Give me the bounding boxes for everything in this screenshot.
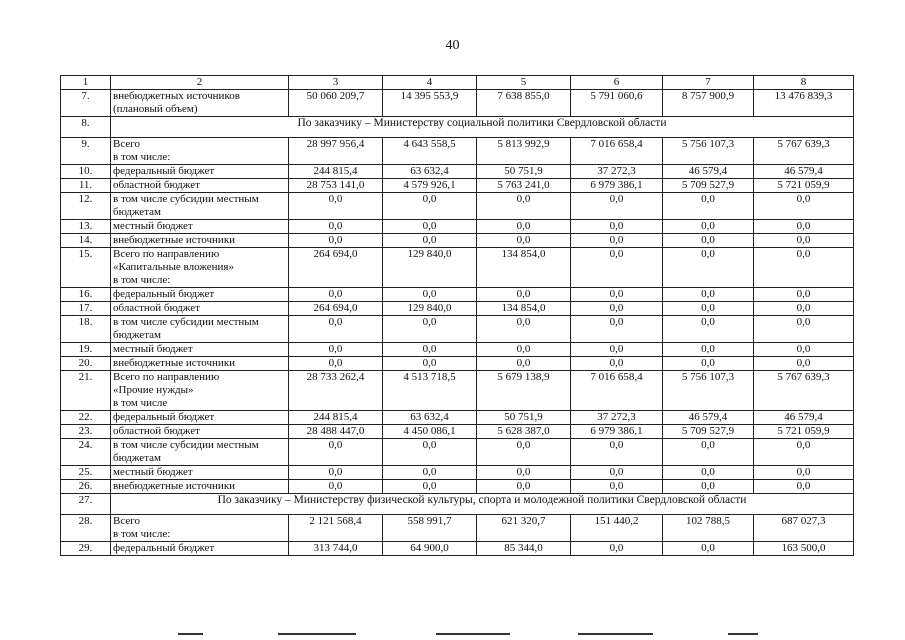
row-label-line: областной бюджет [113,425,200,437]
value-cell: 0,0 [477,220,571,234]
row-label [111,316,289,343]
row-number: 11. [61,179,111,193]
value-cell: 0,0 [663,466,754,480]
value-cell: 7 638 855,0 [477,90,571,117]
value-cell: 46 579,4 [754,411,854,425]
row-label-line: местный бюджет [113,466,193,478]
row-number: 24. [61,439,111,466]
value-cell: 0,0 [289,466,383,480]
row-label-line: «Капитальные вложения» [113,261,234,273]
value-cell: 0,0 [754,234,854,248]
value-cell: 0,0 [289,480,383,494]
table-row [61,248,854,288]
value-cell: 28 997 956,4 [289,138,383,165]
table-row [61,480,854,494]
value-cell: 46 579,4 [754,165,854,179]
value-cell: 0,0 [571,316,663,343]
value-cell: 4 643 558,5 [383,138,477,165]
table-row [61,138,854,165]
row-label-line: в том числе: [113,274,171,286]
row-number: 26. [61,480,111,494]
row-label [111,425,289,439]
value-cell: 0,0 [289,439,383,466]
value-cell: 264 694,0 [289,248,383,288]
value-cell: 2 121 568,4 [289,515,383,542]
row-number: 29. [61,542,111,556]
value-cell: 0,0 [571,343,663,357]
row-label-line: Всего [113,138,140,150]
value-cell: 50 751,9 [477,165,571,179]
row-label [111,343,289,357]
value-cell: 0,0 [477,439,571,466]
value-cell: 5 721 059,9 [754,425,854,439]
row-number: 15. [61,248,111,288]
value-cell: 0,0 [477,466,571,480]
column-header: 6 [571,76,663,90]
value-cell: 0,0 [383,288,477,302]
value-cell: 46 579,4 [663,411,754,425]
row-number: 7. [61,90,111,117]
value-cell: 0,0 [477,343,571,357]
value-cell: 8 757 900,9 [663,90,754,117]
value-cell: 4 513 718,5 [383,371,477,411]
row-label [111,302,289,316]
row-label-line: бюджетам [113,206,161,218]
value-cell: 244 815,4 [289,165,383,179]
table-row [61,220,854,234]
value-cell: 0,0 [383,480,477,494]
value-cell: 163 500,0 [754,542,854,556]
page-number: 40 [445,38,460,53]
value-cell: 0,0 [663,220,754,234]
value-cell: 37 272,3 [571,411,663,425]
value-cell: 0,0 [754,480,854,494]
value-cell: 7 016 658,4 [571,138,663,165]
table-row [61,515,854,542]
value-cell: 0,0 [663,357,754,371]
row-label [111,193,289,220]
table-row [61,193,854,220]
row-label-line: областной бюджет [113,179,200,191]
table-row [61,357,854,371]
value-cell: 0,0 [663,316,754,343]
value-cell: 0,0 [571,357,663,371]
row-number: 8. [61,117,111,138]
value-cell: 0,0 [571,439,663,466]
value-cell: 0,0 [754,439,854,466]
table-row [61,439,854,466]
row-number: 13. [61,220,111,234]
value-cell: 134 854,0 [477,302,571,316]
value-cell: 0,0 [289,343,383,357]
value-cell: 5 709 527,9 [663,179,754,193]
value-cell: 63 632,4 [383,165,477,179]
value-cell: 5 679 138,9 [477,371,571,411]
table-row [61,343,854,357]
row-label [111,357,289,371]
value-cell: 0,0 [477,234,571,248]
value-cell: 0,0 [754,220,854,234]
row-label-line: внебюджетные источники [113,357,236,369]
row-number: 9. [61,138,111,165]
value-cell: 0,0 [754,466,854,480]
value-cell: 0,0 [663,439,754,466]
value-cell: 0,0 [754,357,854,371]
value-cell: 134 854,0 [477,248,571,288]
value-cell: 85 344,0 [477,542,571,556]
row-label-line: в том числе: [113,528,171,540]
value-cell: 0,0 [571,302,663,316]
budget-table [60,75,854,556]
value-cell: 63 632,4 [383,411,477,425]
row-label [111,480,289,494]
value-cell: 102 788,5 [663,515,754,542]
row-label [111,515,289,542]
column-header: 3 [289,76,383,90]
row-number: 27. [61,494,111,515]
value-cell: 0,0 [383,234,477,248]
row-label-line: Всего по направлению [113,248,220,260]
table-row [61,90,854,117]
value-cell: 0,0 [383,357,477,371]
value-cell: 64 900,0 [383,542,477,556]
row-number: 21. [61,371,111,411]
row-label [111,288,289,302]
row-label-line: в том числе: [113,151,171,163]
value-cell: 50 751,9 [477,411,571,425]
value-cell: 5 756 107,3 [663,371,754,411]
value-cell: 0,0 [477,288,571,302]
row-number: 14. [61,234,111,248]
row-label [111,466,289,480]
value-cell: 0,0 [383,316,477,343]
value-cell: 0,0 [663,234,754,248]
row-number: 10. [61,165,111,179]
row-label-line: бюджетам [113,329,161,341]
row-number: 25. [61,466,111,480]
value-cell: 621 320,7 [477,515,571,542]
value-cell: 28 488 447,0 [289,425,383,439]
value-cell: 0,0 [663,343,754,357]
row-label-line: федеральный бюджет [113,411,215,423]
value-cell: 0,0 [663,288,754,302]
row-label [111,138,289,165]
value-cell: 5 813 992,9 [477,138,571,165]
value-cell: 5 628 387,0 [477,425,571,439]
table-row [61,542,854,556]
value-cell: 6 979 386,1 [571,425,663,439]
value-cell: 0,0 [754,343,854,357]
value-cell: 129 840,0 [383,302,477,316]
row-label [111,371,289,411]
value-cell: 0,0 [289,357,383,371]
value-cell: 0,0 [571,542,663,556]
value-cell: 0,0 [383,220,477,234]
row-number: 17. [61,302,111,316]
value-cell: 5 721 059,9 [754,179,854,193]
table-row [61,302,854,316]
row-number: 22. [61,411,111,425]
row-label-line: в том числе субсидии местным [113,316,259,328]
row-label-line: федеральный бюджет [113,542,215,554]
row-label-line: местный бюджет [113,220,193,232]
value-cell: 264 694,0 [289,302,383,316]
table-row [61,371,854,411]
value-cell: 4 579 926,1 [383,179,477,193]
row-number: 18. [61,316,111,343]
value-cell: 14 395 553,9 [383,90,477,117]
value-cell: 7 016 658,4 [571,371,663,411]
value-cell: 0,0 [663,248,754,288]
table-row [61,466,854,480]
row-label-line: внебюджетные источники [113,234,236,246]
column-header: 2 [111,76,289,90]
value-cell: 0,0 [571,248,663,288]
value-cell: 0,0 [289,316,383,343]
value-cell: 558 991,7 [383,515,477,542]
value-cell: 0,0 [571,234,663,248]
section-row [61,494,854,515]
table-row [61,411,854,425]
value-cell: 5 756 107,3 [663,138,754,165]
value-cell: 0,0 [571,466,663,480]
section-row [61,117,854,138]
value-cell: 0,0 [663,302,754,316]
column-header: 8 [754,76,854,90]
table-row [61,316,854,343]
row-number: 19. [61,343,111,357]
value-cell: 0,0 [754,288,854,302]
table-row [61,165,854,179]
value-cell: 5 709 527,9 [663,425,754,439]
row-label-line: (плановый объем) [113,103,198,115]
table-row [61,288,854,302]
column-header: 7 [663,76,754,90]
table-row [61,425,854,439]
value-cell: 313 744,0 [289,542,383,556]
value-cell: 0,0 [663,480,754,494]
row-label [111,220,289,234]
section-title: По заказчику – Министерству социальной политики Свердловской области [111,117,854,138]
row-label-line: Всего [113,515,140,527]
value-cell: 5 767 639,3 [754,138,854,165]
row-label [111,234,289,248]
value-cell: 0,0 [663,542,754,556]
value-cell: 0,0 [663,193,754,220]
value-cell: 0,0 [571,288,663,302]
value-cell: 5 791 060,6 [571,90,663,117]
value-cell: 0,0 [754,302,854,316]
table-row [61,234,854,248]
row-number: 20. [61,357,111,371]
value-cell: 4 450 086,1 [383,425,477,439]
value-cell: 0,0 [383,466,477,480]
value-cell: 5 763 241,0 [477,179,571,193]
value-cell: 0,0 [571,220,663,234]
value-cell: 0,0 [477,357,571,371]
value-cell: 0,0 [383,343,477,357]
row-label [111,248,289,288]
row-label-line: в том числе субсидии местным [113,439,259,451]
value-cell: 687 027,3 [754,515,854,542]
value-cell: 0,0 [754,316,854,343]
value-cell: 46 579,4 [663,165,754,179]
value-cell: 0,0 [477,316,571,343]
header-row [61,76,854,90]
row-label-line: федеральный бюджет [113,165,215,177]
value-cell: 13 476 839,3 [754,90,854,117]
row-number: 23. [61,425,111,439]
column-header: 5 [477,76,571,90]
row-label [111,90,289,117]
row-label-line: федеральный бюджет [113,288,215,300]
column-header: 1 [61,76,111,90]
value-cell: 0,0 [383,193,477,220]
row-label [111,179,289,193]
row-label-line: областной бюджет [113,302,200,314]
value-cell: 0,0 [289,220,383,234]
value-cell: 5 767 639,3 [754,371,854,411]
value-cell: 0,0 [754,248,854,288]
row-number: 12. [61,193,111,220]
value-cell: 0,0 [289,288,383,302]
row-label-line: бюджетам [113,452,161,464]
row-label-line: внебюджетные источники [113,480,236,492]
row-label-line: в том числе субсидии местным [113,193,259,205]
row-number: 16. [61,288,111,302]
value-cell: 244 815,4 [289,411,383,425]
value-cell: 6 979 386,1 [571,179,663,193]
row-label [111,165,289,179]
row-label-line: местный бюджет [113,343,193,355]
row-label [111,411,289,425]
value-cell: 0,0 [571,193,663,220]
value-cell: 0,0 [571,480,663,494]
value-cell: 0,0 [477,480,571,494]
table-row [61,179,854,193]
value-cell: 0,0 [289,234,383,248]
row-label-line: Всего по направлению [113,371,220,383]
row-label-line: внебюджетных источников [113,90,240,102]
row-label-line: «Прочие нужды» [113,384,194,396]
value-cell: 50 060 209,7 [289,90,383,117]
value-cell: 0,0 [383,439,477,466]
value-cell: 0,0 [477,193,571,220]
value-cell: 28 753 141,0 [289,179,383,193]
row-label [111,542,289,556]
value-cell: 129 840,0 [383,248,477,288]
value-cell: 28 733 262,4 [289,371,383,411]
section-title: По заказчику – Министерству физической культуры, спорта и молодежной политики Свердловской области [111,494,854,515]
row-number: 28. [61,515,111,542]
column-header: 4 [383,76,477,90]
value-cell: 0,0 [289,193,383,220]
row-label-line: в том числе [113,397,168,409]
row-label [111,439,289,466]
value-cell: 37 272,3 [571,165,663,179]
value-cell: 151 440,2 [571,515,663,542]
value-cell: 0,0 [754,193,854,220]
